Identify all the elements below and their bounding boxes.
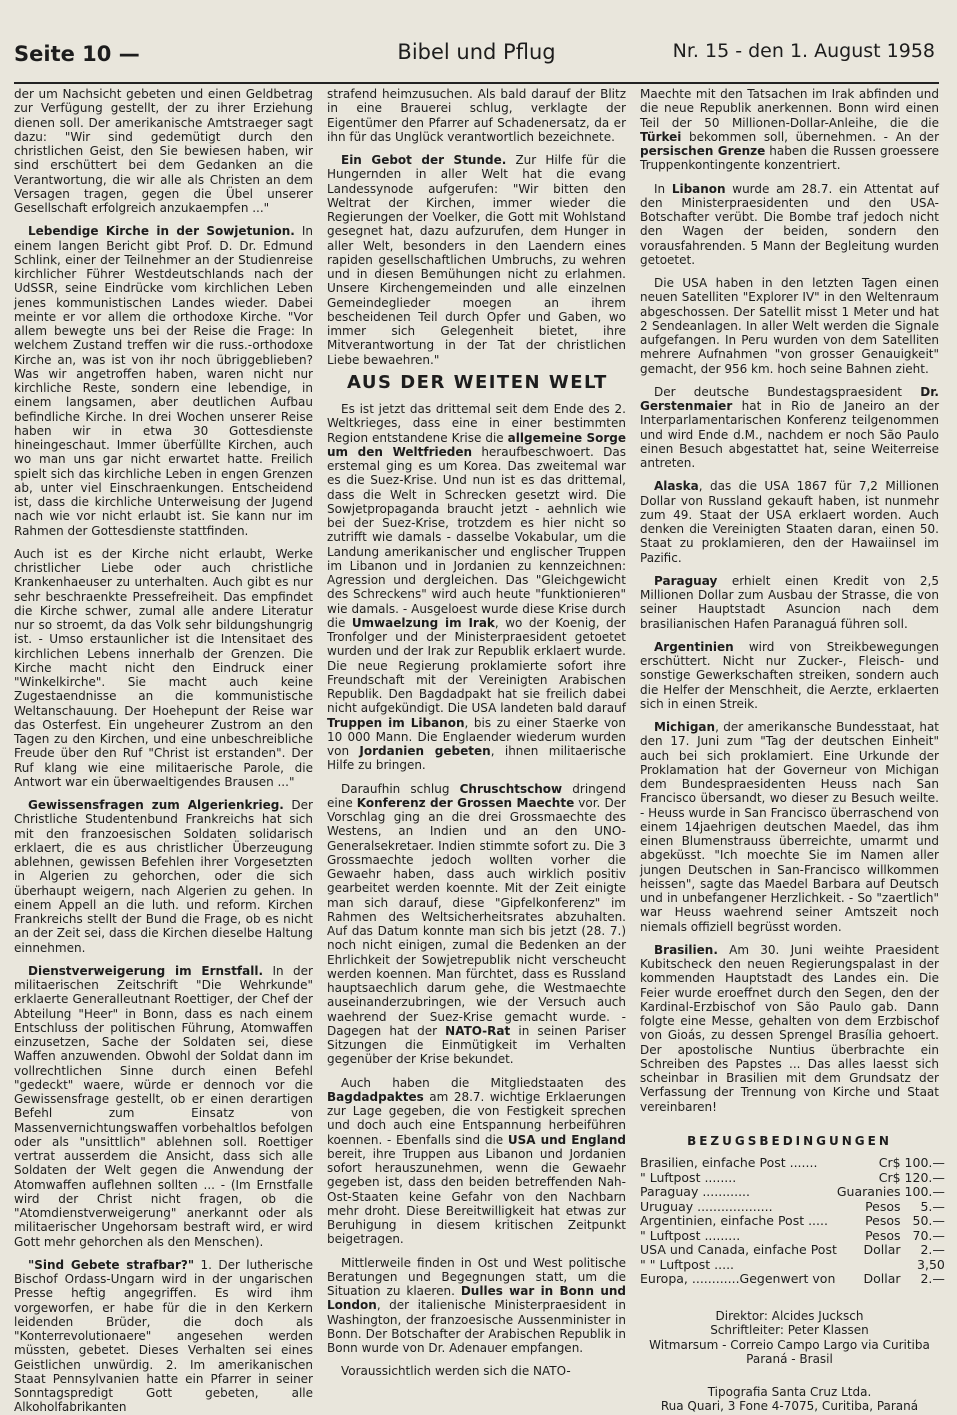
article-paragraph: Dienstverweigerung im Ernstfall. In der militaerischen Zeitschrift "Die Wehrkunde" erklaerte Generalleutnant Roettiger, der Chef der Abteilung "Heer" in Bonn, dass es nach einem Entschluss der politischen Führung, Atomwaffen einzusetzen, Sache der Soldaten sei, diese Waffen anzuwenden. Obwohl der Soldat dann im vollrechtlichen Sinne durch einen Befehl "gedeckt" waere, würde er dennoch vor die Gewissensfrage gestellt, ob er einen derartigen Befehl zum Einsatz von Massenvernichtungswaffen vorbehaltlos befolgen oder als "unsittlich" ablehnen soll. Roettiger vertrat ausserdem die Ansicht, dass sich alle Soldaten der Welt gegen die Anwendung der Atomwaffen auflehnen sollten ... - (Im Ernstfalle wird der Christ nicht fragen, ob die "Atomdienstverweigerung" anerkannt oder als militaerischer Ungehorsam bestraft wird, er wird Gott mehr gehorchen als den Menschen). xyxy=(14,963,313,1249)
imprint-director: Direktor: Alcides Jucksch xyxy=(715,1308,864,1323)
price-row: Paraguay ............ Guaranies 100.— xyxy=(640,1184,945,1199)
price-row: " " Luftpost ..... 3,50 xyxy=(640,1256,945,1272)
article-paragraph: Der deutsche Bundestagspraesident Dr. Gerstenmaier hat in Rio de Janeiro an der Interparlamentarischen Konferenz teilgenommen und wird Ende d.M., nachdem er noch São Paulo einen Besuch abgestattet hat, seine Weiterreise antreten. xyxy=(640,384,939,470)
article-paragraph: Lebendige Kirche in der Sowjetunion. In einem langen Bericht gibt Prof. D. Dr. Edmund Schlink, einer der Teilnehmer an der Studienreise kirchlicher Führer Westdeutschlands nach der UdSSR, seine Eindrücke vom kirchlichen Leben jenes kommunistischen Landes wieder. Dabei meinte er vor allem die orthodoxe Kirche. "Vor allem bewegte uns bei der Reise die Frage: In welchem Zustand treffen wir die russ.-orthodoxe Kirche an, was ist von ihr noch übriggeblieben? Was wir angetroffen haben, waren nicht nur kirchliche Reste, sondern eine lebendige, in einem langsamen, aber deutlichen Aufbau befindliche Kirche. In drei Wochen unserer Reise haben wir in etwa 30 Gottesdienste hineingeschaut. Immer überfüllte Kirchen, auch wo man uns gar nicht erwartet hatte. Freilich spielt sich das kirchliche Leben in engen Grenzen ab, unter viel Einschraenkungen. Entscheidend ist, dass die kirchliche Unterweisung der Jugend nach wie vor nicht erlaubt ist. Sie kann nur im Rahmen der Gottesdienste stattfinden. xyxy=(14,224,313,538)
article-paragraph: Daraufhin schlug Chruschtschow dringend eine Konferenz der Grossen Maechte vor. Der Vorschlag ging an die drei Grossmaechte des Westens, an Indien und an den UNO-Generalsekretaer. Indien stimmte sofort zu. Die 3 Grossmaechte jedoch wollten vorher die Gewaehr haben, dass auch wirklich positiv gearbeitet werden koennte. Mit der Zeit einigte man sich darauf, diese "Gipfelkonferenz" im Rahmen des Weltsicherheitsrates abzuhalten. Auf das Datum konnte man sich bis jetzt (28. 7.) noch nicht einigen, zumal die Bedenken an der Ehrlichkeit der Sowjetrepublik nicht verscheucht werden koennen. Man fürchtet, dass es Russland hauptsaechlich darum gehe, die Westmaechte auseinanderzubringen, wie der Versuch auch waehrend der Suez-Krise gemacht wurde. - Dagegen hat der NATO-Rat in seinen Pariser Sitzungen die Einmütigkeit im Verhalten gegenüber der Krise bekundet. xyxy=(327,781,626,1067)
article-paragraph: Ein Gebot der Stunde. Zur Hilfe für die Hungernden in aller Welt hat die evang Landessynode aufgerufen: "Wir bitten den Weltrat der Kirchen, immer wieder die Regierungen der Voelker, die Gott mit Wohlstand gesegnet hat, dazu aufzurufen, dem Hunger in aller Welt, besonders in den Laendern eines rapiden gesellschaftlichen Umbruchs, zu wehren und in diesen Bemühungen nicht zu erlahmen. Unsere Kirchengemeinden und alle einzelnen Gemeindeglieder moegen an ihrem bescheidenen Teil durch Opfer und Gaben, wo immer sich Gelegenheit bietet, ihre Mitverantwortung in der Tat der christlichen Liebe bewaehren." xyxy=(327,153,627,367)
price-row: Europa, ............Gegenwert von Dollar 2.— xyxy=(640,1271,945,1286)
article-paragraph: Auch ist es der Kirche nicht erlaubt, Werke christlicher Liebe oder auch christliche Krankenhaeuser zu unterhalten. Auch gibt es nur sehr beschraenkte Pressefreiheit. Das empfindet die Kirche schwer, zumal alle andere Literatur nur so stroemt, da das Volk sehr bildungshungrig ist. - Umso erstaunlicher ist die Intensitaet des kirchlichen Lebens innerhalb der Grenzen. Die Kirche macht nicht den Eindruck einer "Winkelkirche". Sie macht auch keine Zugestaendnisse an die kommunistische Weltanschauung. Der Hoehepunt der Reise war das Osterfest. Ein ungeheurer Zustrom an den Tagen zu den Kirchen, und eine unbeschreibliche Freude über den Ruf "Christ ist erstanden". Der Ruf klang wie eine militaerische Parole, die Antwort war ein überwaeltigendes Brausen ..." xyxy=(14,546,313,789)
article-paragraph: Maechte mit den Tatsachen im Irak abfinden und die neue Republik anerkennen. Bonn wird einen Teil der 50 Millionen-Dollar-Anleihe, die die Türkei bekommen soll, übernehmen. - An der persischen Grenze haben die Russen groessere Truppenkontingente konzentriert. xyxy=(640,87,939,173)
page-number: Seite 10 — xyxy=(14,42,140,66)
article-lead: Dienstverweigerung im Ernstfall. xyxy=(28,963,264,978)
article-lead: Lebendige Kirche in der Sowjetunion. xyxy=(28,224,295,239)
imprint-editor: Schriftleiter: Peter Klassen xyxy=(710,1323,869,1337)
imprint xyxy=(640,1309,939,1414)
subscription-heading: BEZUGSBEDINGUNGEN xyxy=(687,1133,892,1148)
article-paragraph: Die USA haben in den letzten Tagen einen neuen Satelliten "Explorer IV" in den Weltenraum abgeschossen. Der Satellit misst 1 Meter und hat 2 Sendeanlagen. In aller Welt werden die Signale aufgefangen. In Peru wurden von dem Satelliten mehrere Aufnahmen "von grosser Genauigkeit" gemacht, der 956 km. hoch seine Bahnen zieht. xyxy=(640,276,939,376)
column-2 xyxy=(327,87,626,1397)
price-row: Argentinien, einfache Post ..... Pesos 50.— xyxy=(640,1213,945,1228)
price-row: " Luftpost ........ Cr$ 120.— xyxy=(640,1169,945,1185)
imprint-printer: Tipografia Santa Cruz Ltda. xyxy=(707,1384,872,1399)
section-heading: AUS DER WEITEN WELT xyxy=(347,371,608,393)
article-paragraph: Michigan, der amerikansche Bundesstaat, hat den 17. Juni zum "Tag der deutschen Einheit" auch bei sich proklamiert. Eine Urkunde der Proklamation hat der Governeur von Michigan dem Bundespraesidenten Heuss nach San Francisco übersandt, wo dieser zu Besuch weilte. - Heuss wurde in San Francisco überraschend von einem 14jaehrigen deutschen Maedel, das ihm einen Blumenstrauss überreichte, umarmt und abgeküsst. "Ich moechte Sie im Namen aller jungen Deutschen in San-Francisco willkommen heissen", sagte das Maedel Barbara auf Deutsch und in unbefangener Herzlichkeit. - So "zaertlich" war Heuss waehrend seiner Amtszeit noch niemals offiziell begrüsst worden. xyxy=(640,720,939,934)
article-paragraph: Gewissensfragen zum Algerienkrieg. Der Christliche Studentenbund Frankreichs hat sich mit den franzoesischen Soldaten solidarisch erklaert, die es aus christlicher Überzeugung ablehnen, gewissen Befehlen ihrer Vorgesetzten in Algerien zu gehorchen, oder die sich überhaupt weigern, nach Algerien zu gehen. In einem Appell an die luth. und reform. Kirchen Frankreichs stellt der Bund die Frage, ob es nicht an der Zeit sei, dass die Kirchen dieselbe Haltung einnehmen. xyxy=(14,798,313,955)
article-paragraph: Es ist jetzt das drittemal seit dem Ende des 2. Weltkrieges, dass eine in einer bestimmten Region entstandene Krise die allgemeine Sorge um den Weltfrieden heraufbeschwoert. Das erstemal ging es um Korea. Das zweitemal war es die Suez-Krise. Und nun ist es das drittemal, dass die Welt in Schrecken gesetzt wird. Die Sowjetpropaganda braucht jetzt - aehnlich wie bei der Suez-Krise, trotzdem es hier nicht so zutrifft wie damals - dasselbe Vokabular, um die Landung amerikanischer und englischer Truppen im Libanon und in Jordanien zu kennzeichnen: Agression und dergleichen. Das "Gleichgewicht des Schreckens" wird auch heute "funktionieren" wie damals. - Ausgeloest wurde diese Krise durch die Umwaelzung im Irak, wo der Koenig, der Tronfolger und der Ministerpraesident getoetet wurden und der Irak zur Republik erklaert wurde. Die neue Regierung proklamierte sofort ihre Freundschaft mit der Vereinigten Arabischen Republik. Den Bagdadpakt hat sie freilich dabei nicht aufgekündigt. Die USA landeten bald darauf Truppen im Libanon, bis zu einer Staerke von 10 000 Mann. Die Englaender wiederum wurden von Jordanien gebeten, ihnen militaerische Hilfe zu bringen. xyxy=(327,402,627,773)
column-1 xyxy=(14,87,313,1415)
page-header xyxy=(14,36,939,84)
article-paragraph: strafend heimzusuchen. Als bald darauf der Blitz in eine Brauerei schlug, verklagte der Eigentümer den Pfarrer auf Schadenersatz, da er ihn für das Unglück verantwortlich bezeichnete. xyxy=(327,87,626,144)
article-paragraph: Brasilien. Am 30. Juni weihte Praesident Kubitscheck den neuen Regierungspalast in der kommenden Hauptstadt des Landes ein. Die Feier wurde eroeffnet durch den Segen, den der Kardinal-Erzbischof von São Paulo gab. Dann folgte eine Messe, gehalten von dem Erzbischof von Gioás, zu dessen Sprengel Brasília gehoert. Der apostolische Nuntius überbrachte ein Schreiben des Papstes ... Das alles laesst sich scheinbar in Brasilien mit dem Grundsatz der Verfassung der Trennung von Kirche und Staat vereinbaren! xyxy=(640,942,939,1114)
article-paragraph: Mittlerweile finden in Ost und West politische Beratungen und Begegnungen statt, um die Situation zu klaeren. Dulles war in Bonn und London, der italienische Ministerpraesident in Washington, der franzoesische Aussenminister in Bonn. Der Botschafter der Arabischen Republik in Bonn wurde von Dr. Adenauer empfangen. xyxy=(327,1255,626,1355)
issue-date: Nr. 15 - den 1. August 1958 xyxy=(672,40,935,62)
article-paragraph: Auch haben die Mitgliedstaaten des Bagdadpaktes am 28.7. wichtige Erklaerungen zur Lage gegeben, die von Festigkeit sprechen und doch auch eine Entspannung herbeiführen koennen. - Ebenfalls sind die USA und England bereit, ihre Truppen aus Libanon und Jordanien sofort herauszunehmen, wenn die Gewaehr gegeben ist, dass den beiden betreffenden Nah-Ost-Staaten keine Gefahr von den Nachbarn mehr droht. Diese Bereitwilligkeit hat etwas zur Beruhigung in diesem kritischen Zeitpunkt beigetragen. xyxy=(327,1075,626,1247)
article-paragraph: Alaska, das die USA 1867 für 7,2 Millionen Dollar von Russland gekauft haben, ist nunmehr zum 49. Staat der USA erklaert worden. Auch denken die Vereinigten Staaten daran, einen 50. Staat zu proklamieren, den der Hawaiinsel im Pazific. xyxy=(640,479,939,565)
price-row: Brasilien, einfache Post ....... Cr$ 100.— xyxy=(640,1155,945,1170)
article-lead: Ein Gebot der Stunde. xyxy=(341,153,507,167)
article-columns xyxy=(14,87,945,1415)
price-row: Uruguay ................... Pesos 5.— xyxy=(640,1198,945,1214)
price-row: USA und Canada, einfache Post Dollar 2.— xyxy=(640,1242,945,1257)
article-paragraph: Paraguay erhielt einen Kredit von 2,5 Millionen Dollar zum Ausbau der Strasse, die von seiner Hauptstadt Asuncion nach dem brasilianischen Hafen Paranaguá führen soll. xyxy=(640,573,939,631)
subscription-price-table xyxy=(640,1156,945,1287)
article-lead: "Sind Gebete strafbar?" xyxy=(28,1257,195,1272)
article-paragraph: Voraussichtlich werden sich die NATO- xyxy=(341,1364,571,1379)
price-row: " Luftpost ......... Pesos 70.— xyxy=(640,1227,945,1243)
article-paragraph: Argentinien wird von Streikbewegungen erschüttert. Nicht nur Zucker-, Fleisch- und sonstige Gewerkschaften streiken, sondern auch die Helfer der Menschheit, die Aerzte, erklaerten sich in einen Streik. xyxy=(640,639,939,711)
article-paragraph: In Libanon wurde am 28.7. ein Attentat auf den Ministerpraesidenten und den USA-Botschafter verübt. Die Bombe traf jedoch nicht den Wagen der beiden, sondern den vorausfahrenden. 5 Mann der Begleitung wurden getoetet. xyxy=(640,181,939,267)
imprint-printer-address: Rua Quari, 3 Fone 4-7075, Curitiba, Paraná xyxy=(660,1399,919,1413)
article-paragraph: "Sind Gebete strafbar?" 1. Der lutherische Bischof Ordass-Ungarn wird in der ungarischen Presse heftig angegriffen. Es wird ihm vorgeworfen, er habe für die in den Kerkern leidenden Brüder, die doch als "Konterrevolutionaere" angesehen werden müssten, gebetet. Dieses Verhalten sei eines Geistlichen unwürdig. 2. Im amerikanischen Staat Pennsylvanien hatte ein Pfarrer in seiner Sonntagspredigt Gott gebeten, alle Alkoholfabrikanten xyxy=(14,1257,313,1415)
article-paragraph: der um Nachsicht gebeten und einen Geldbetrag zur Verfügung gestellt, der zu ihrer Erziehung dienen soll. Der amerikanische Amtstraeger sagt dazu: "Wir sind gedemütigt durch den christlichen Geist, den Sie bewiesen haben, wir sind erschüttert bei dem Gedanken an die Verantwortung, die wir alle als Christen an dem Versagen tragen, gegen die Übel unserer Gesellschaft erfolgreich anzukaempfen ..." xyxy=(14,87,313,215)
newspaper-title: Bibel und Pflug xyxy=(397,40,556,64)
imprint-address: Witmarsum - Correio Campo Largo via Curitiba xyxy=(649,1337,930,1352)
column-3 xyxy=(640,87,945,1413)
imprint-address: Paraná - Brasil xyxy=(746,1352,833,1366)
article-lead: Gewissensfragen zum Algerienkrieg. xyxy=(28,798,284,812)
